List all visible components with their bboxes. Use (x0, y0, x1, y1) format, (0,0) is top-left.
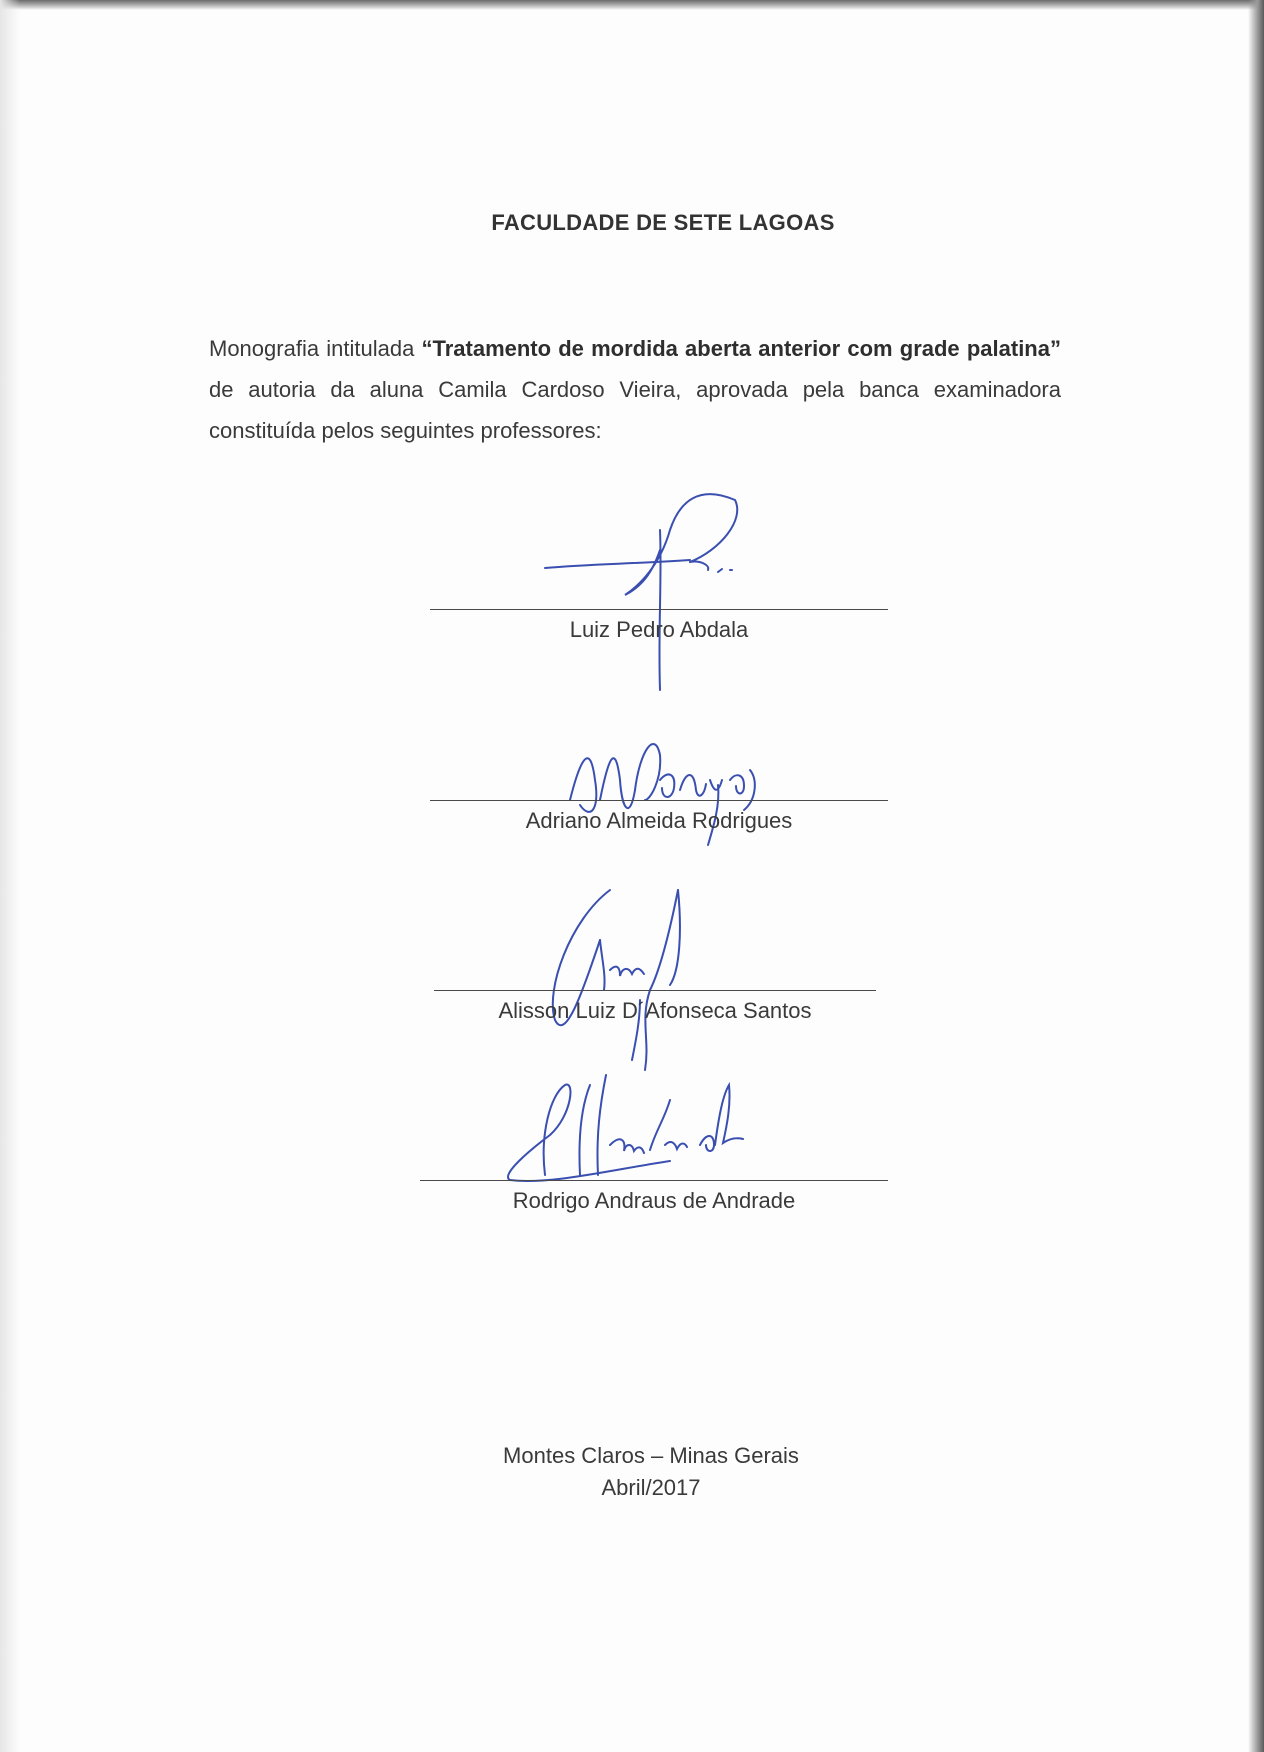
location: Montes Claros – Minas Gerais (503, 1443, 799, 1468)
examiner-name-1: Luiz Pedro Abdala (569, 617, 749, 642)
signature-line-3 (434, 990, 876, 991)
approval-statement (209, 328, 1061, 451)
signature-line-4 (420, 1180, 888, 1181)
signature-line-2 (430, 800, 888, 801)
monograph-title: “Tratamento de mordida aberta anterior com grade palatina” (421, 336, 1061, 361)
examiner-name-2: Adriano Almeida Rodrigues (525, 808, 793, 833)
statement-suffix: de autoria da aluna Camila Cardoso Vieira, aprovada pela banca examinadora constituída pelos seguintes professores: (209, 377, 1061, 443)
examiner-name-4: Rodrigo Andraus de Andrade (512, 1188, 796, 1213)
signature-alisson-luiz-dafonseca-santos (540, 880, 720, 1080)
scan-edge-top (0, 0, 1264, 10)
statement-prefix: Monografia intitulada (209, 336, 422, 361)
signature-luiz-pedro-abdala (540, 490, 760, 690)
institution-name: FACULDADE DE SETE LAGOAS (491, 210, 835, 235)
signature-line-1 (430, 609, 888, 610)
signature-rodrigo-andraus-de-andrade (500, 1065, 770, 1195)
date: Abril/2017 (601, 1475, 701, 1500)
signature-adriano-almeida-rodrigues (560, 720, 780, 860)
examiner-name-3: Alisson Luiz D´Afonseca Santos (498, 998, 812, 1023)
